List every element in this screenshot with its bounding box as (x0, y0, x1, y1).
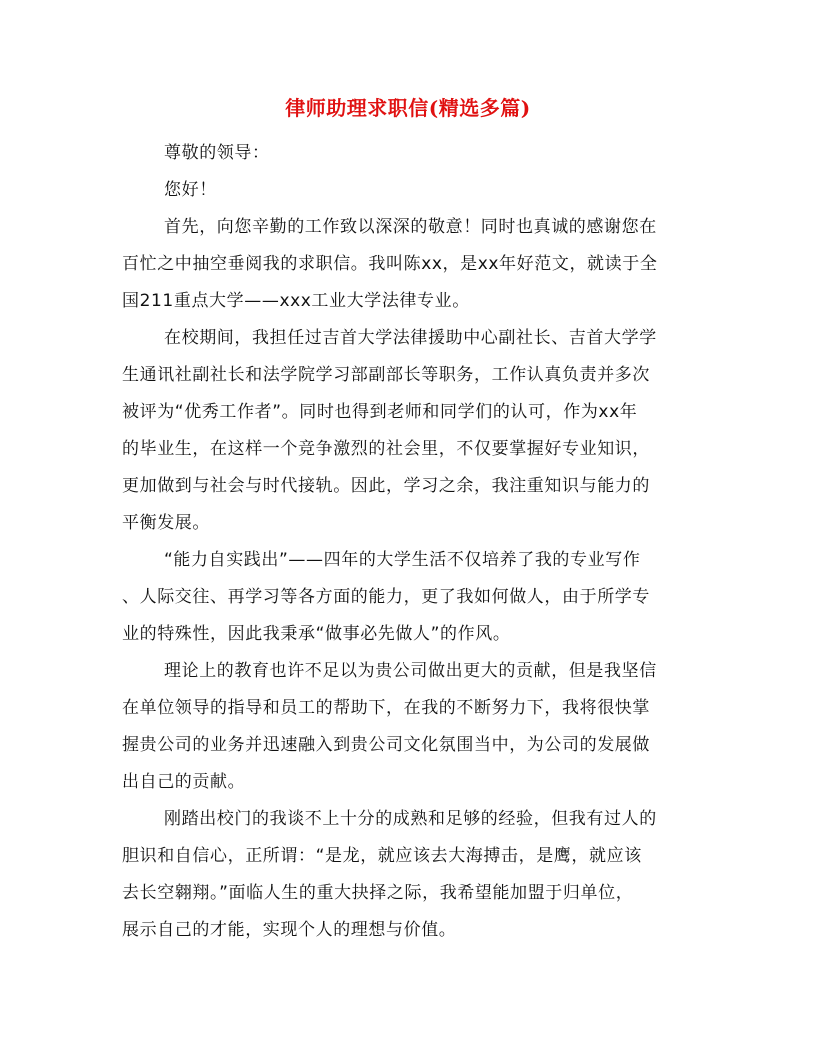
paragraph-line: 在校期间，我担任过吉首大学法律援助中心副社长、吉首大学学 (164, 328, 657, 348)
greeting: 您好！ (164, 180, 217, 200)
paragraph-5 (122, 801, 684, 949)
paragraph-line: 理论上的教育也许不足以为贵公司做出更大的贡献，但是我坚信 (164, 661, 657, 681)
document-body (122, 135, 684, 949)
paragraph-1 (122, 209, 684, 320)
paragraph-line: 胆识和自信心，正所谓：“是龙，就应该去大海搏击，是鹰，就应该 (122, 846, 642, 866)
paragraph-3 (122, 542, 684, 653)
paragraph-line: 生通讯社副社长和法学院学习部副部长等职务，工作认真负责并多次 (122, 365, 650, 385)
paragraph-line: 刚踏出校门的我谈不上十分的成熟和足够的经验，但我有过人的 (164, 809, 657, 829)
paragraph-line: 国211重点大学——xxx工业大学法律专业。 (122, 291, 470, 311)
paragraph-line: 展示自己的才能，实现个人的理想与价值。 (122, 920, 457, 940)
paragraph-line: 、人际交往、再学习等各方面的能力，更了我如何做人，由于所学专 (122, 587, 650, 607)
paragraph-line: 百忙之中抽空垂阅我的求职信。我叫陈xx，是xx年好范文，就读于全 (122, 254, 658, 274)
paragraph-line: 业的特殊性，因此我秉承“做事必先做人”的作风。 (122, 624, 511, 644)
salutation: 尊敬的领导： (164, 143, 270, 163)
paragraph-line: 的毕业生，在这样一个竞争激烈的社会里，不仅要掌握好专业知识， (122, 439, 650, 459)
paragraph-line: 出自己的贡献。 (122, 772, 246, 792)
paragraph-2 (122, 320, 684, 542)
paragraph-line: 更加做到与社会与时代接轨。因此，学习之余，我注重知识与能力的 (122, 476, 650, 496)
paragraph-line: 平衡发展。 (122, 513, 210, 533)
paragraph-line: 被评为“优秀工作者”。同时也得到老师和同学们的认可，作为xx年 (122, 402, 638, 422)
paragraph-line: 在单位领导的指导和员工的帮助下，在我的不断努力下，我将很快掌 (122, 698, 650, 718)
paragraph-line: “能力自实践出”——四年的大学生活不仅培养了我的专业写作 (164, 550, 641, 570)
document-title: 律师助理求职信(精选多篇) (285, 96, 531, 120)
paragraph-line: 首先，向您辛勤的工作致以深深的敬意！同时也真诚的感谢您在 (164, 217, 657, 237)
paragraph-4 (122, 653, 684, 801)
paragraph-line: 去长空翱翔。”面临人生的重大抉择之际，我希望能加盟于归单位， (122, 883, 634, 903)
paragraph-line: 握贵公司的业务并迅速融入到贵公司文化氛围当中，为公司的发展做 (122, 735, 650, 755)
